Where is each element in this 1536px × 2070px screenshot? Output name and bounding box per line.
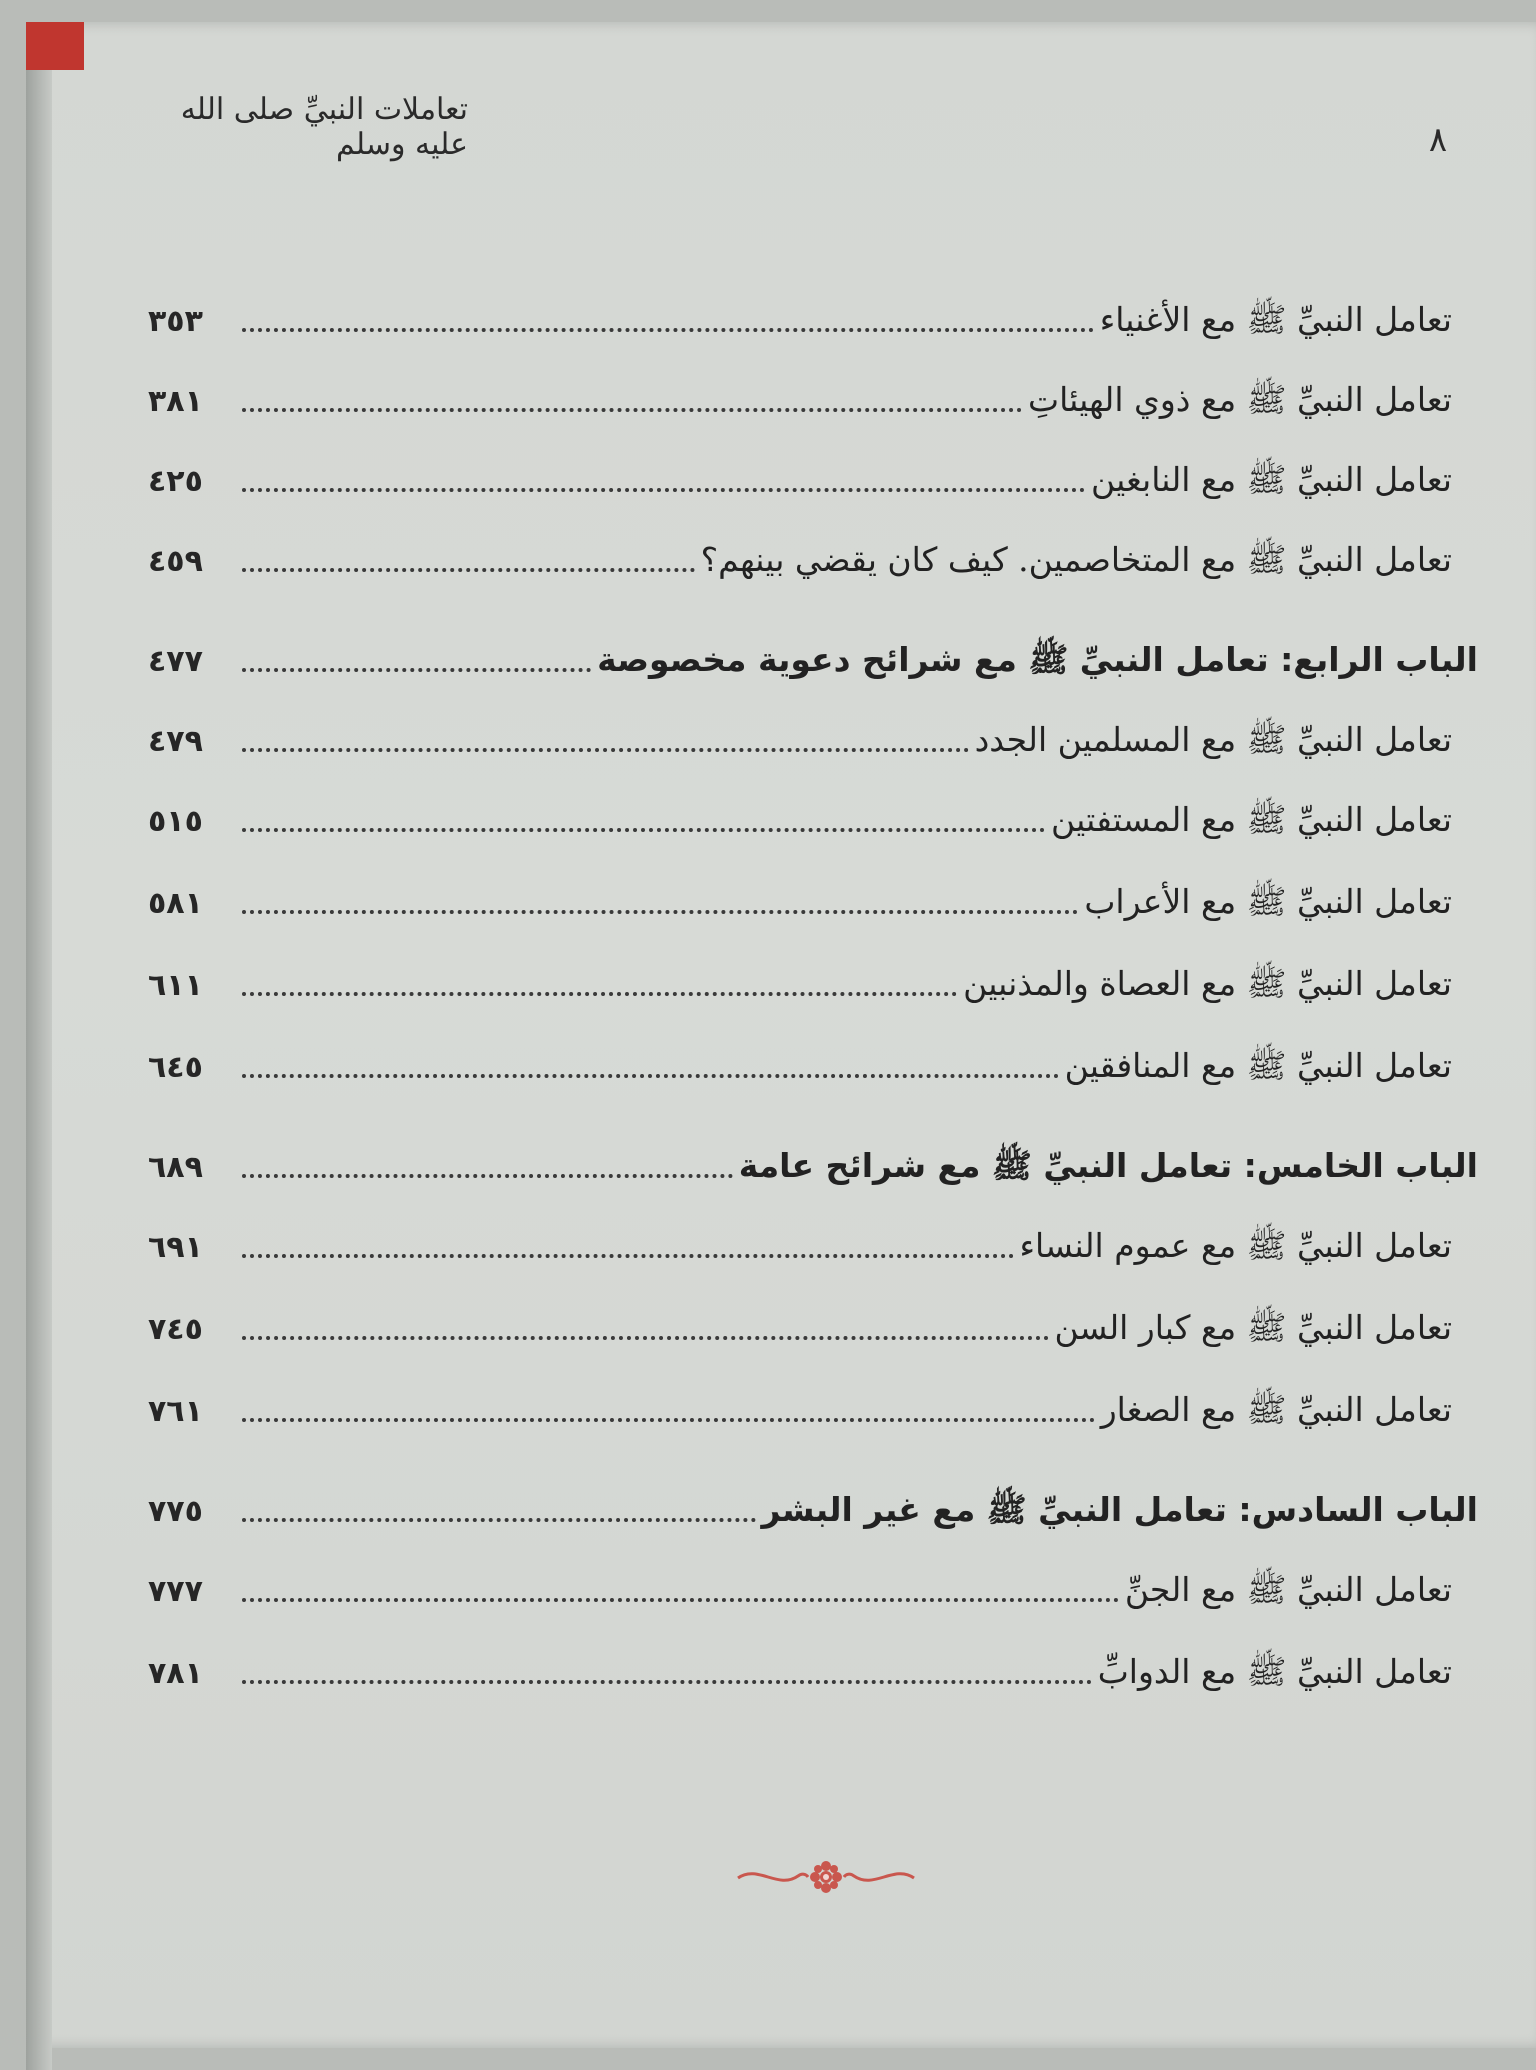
toc-entry-row [148, 1552, 1478, 1612]
toc-title: تعامل النبيِّ ﷺ مع الأعراب [1084, 882, 1452, 921]
toc-page-number: ٥١٥ [148, 804, 203, 839]
toc-chapter-row [148, 1472, 1478, 1532]
toc-page-number: ٤٥٩ [148, 544, 203, 579]
dot-leader [242, 816, 1045, 832]
toc-entry-row [148, 1290, 1478, 1350]
toc-entry-row [148, 522, 1478, 582]
toc-chapter-row [148, 622, 1478, 682]
toc-title: الباب السادس: تعامل النبيِّ ﷺ مع غير البشر [761, 1490, 1478, 1529]
book-page [26, 22, 1536, 2048]
toc-page-number: ٦٨٩ [148, 1150, 203, 1185]
toc-title: تعامل النبيِّ ﷺ مع المتخاصمين. كيف كان يقضي بينهم؟ [700, 540, 1452, 579]
toc-page-number: ٣٨١ [148, 384, 203, 419]
toc-title: تعامل النبيِّ ﷺ مع كبار السن [1054, 1308, 1452, 1347]
dot-leader [242, 316, 1094, 332]
toc-title: تعامل النبيِّ ﷺ مع العصاة والمذنبين [963, 964, 1452, 1003]
toc-page-number: ٤٧٧ [148, 644, 203, 679]
toc-page-number: ٧٧٧ [148, 1574, 203, 1609]
dot-leader [242, 1668, 1092, 1684]
toc-entry-row [148, 1028, 1478, 1088]
dot-leader [242, 1242, 1014, 1258]
toc-page-number: ٧٧٥ [148, 1494, 203, 1529]
dot-leader [242, 1324, 1049, 1340]
running-head: تعاملات النبيِّ صلى الله عليه وسلم [180, 92, 468, 162]
dot-leader [242, 656, 591, 672]
toc-title: تعامل النبيِّ ﷺ مع الدوابِّ [1097, 1652, 1452, 1691]
toc-entry-row [148, 1372, 1478, 1432]
toc-page-number: ٦١١ [148, 968, 203, 1003]
red-cover-corner [26, 22, 84, 70]
page-number: ٨ [1428, 120, 1448, 160]
toc-title: تعامل النبيِّ ﷺ مع المستفتين [1051, 800, 1452, 839]
toc-page-number: ٤٧٩ [148, 724, 203, 759]
toc-title: تعامل النبيِّ ﷺ مع الصغار [1100, 1390, 1452, 1429]
floral-ornament-icon [734, 1860, 918, 1894]
dot-leader [242, 556, 695, 572]
toc-page-number: ٧٤٥ [148, 1312, 203, 1347]
toc-page-number: ٦٤٥ [148, 1050, 203, 1085]
toc-entry-row [148, 1634, 1478, 1694]
toc-page-number: ٧٨١ [148, 1656, 203, 1691]
dot-leader [242, 1506, 756, 1522]
toc-entry-row [148, 946, 1478, 1006]
toc-page-number: ٧٦١ [148, 1394, 203, 1429]
toc-entry-row [148, 702, 1478, 762]
dot-leader [242, 396, 1022, 412]
toc-entry-row [148, 1208, 1478, 1268]
toc-title: تعامل النبيِّ ﷺ مع الجنِّ [1124, 1570, 1452, 1609]
toc-page-number: ٦٩١ [148, 1230, 203, 1265]
toc-title: تعامل النبيِّ ﷺ مع ذوي الهيئاتِ [1028, 380, 1452, 419]
dot-leader [242, 476, 1085, 492]
toc-title: الباب الرابع: تعامل النبيِّ ﷺ مع شرائح دعوية مخصوصة [597, 640, 1478, 679]
toc-page-number: ٣٥٣ [148, 304, 203, 339]
dot-leader [242, 1162, 733, 1178]
toc-chapter-row [148, 1128, 1478, 1188]
toc-title: تعامل النبيِّ ﷺ مع المنافقين [1064, 1046, 1452, 1085]
dot-leader [242, 898, 1078, 914]
toc-title: الباب الخامس: تعامل النبيِّ ﷺ مع شرائح عامة [738, 1146, 1478, 1185]
dot-leader [242, 980, 957, 996]
toc-title: تعامل النبيِّ ﷺ مع عموم النساء [1019, 1226, 1452, 1265]
dot-leader [242, 1406, 1095, 1422]
dot-leader [242, 1062, 1059, 1078]
toc-title: تعامل النبيِّ ﷺ مع الأغنياء [1099, 300, 1452, 339]
toc-entry-row [148, 782, 1478, 842]
toc-entry-row [148, 282, 1478, 342]
toc-entry-row [148, 864, 1478, 924]
book-spine-shadow [26, 70, 52, 2070]
dot-leader [242, 1586, 1119, 1602]
toc-entry-row [148, 442, 1478, 502]
toc-title: تعامل النبيِّ ﷺ مع المسلمين الجدد [974, 720, 1452, 759]
dot-leader [242, 736, 969, 752]
toc-entry-row [148, 362, 1478, 422]
toc-page-number: ٤٢٥ [148, 464, 203, 499]
toc-page-number: ٥٨١ [148, 886, 203, 921]
toc-title: تعامل النبيِّ ﷺ مع النابغين [1091, 460, 1452, 499]
